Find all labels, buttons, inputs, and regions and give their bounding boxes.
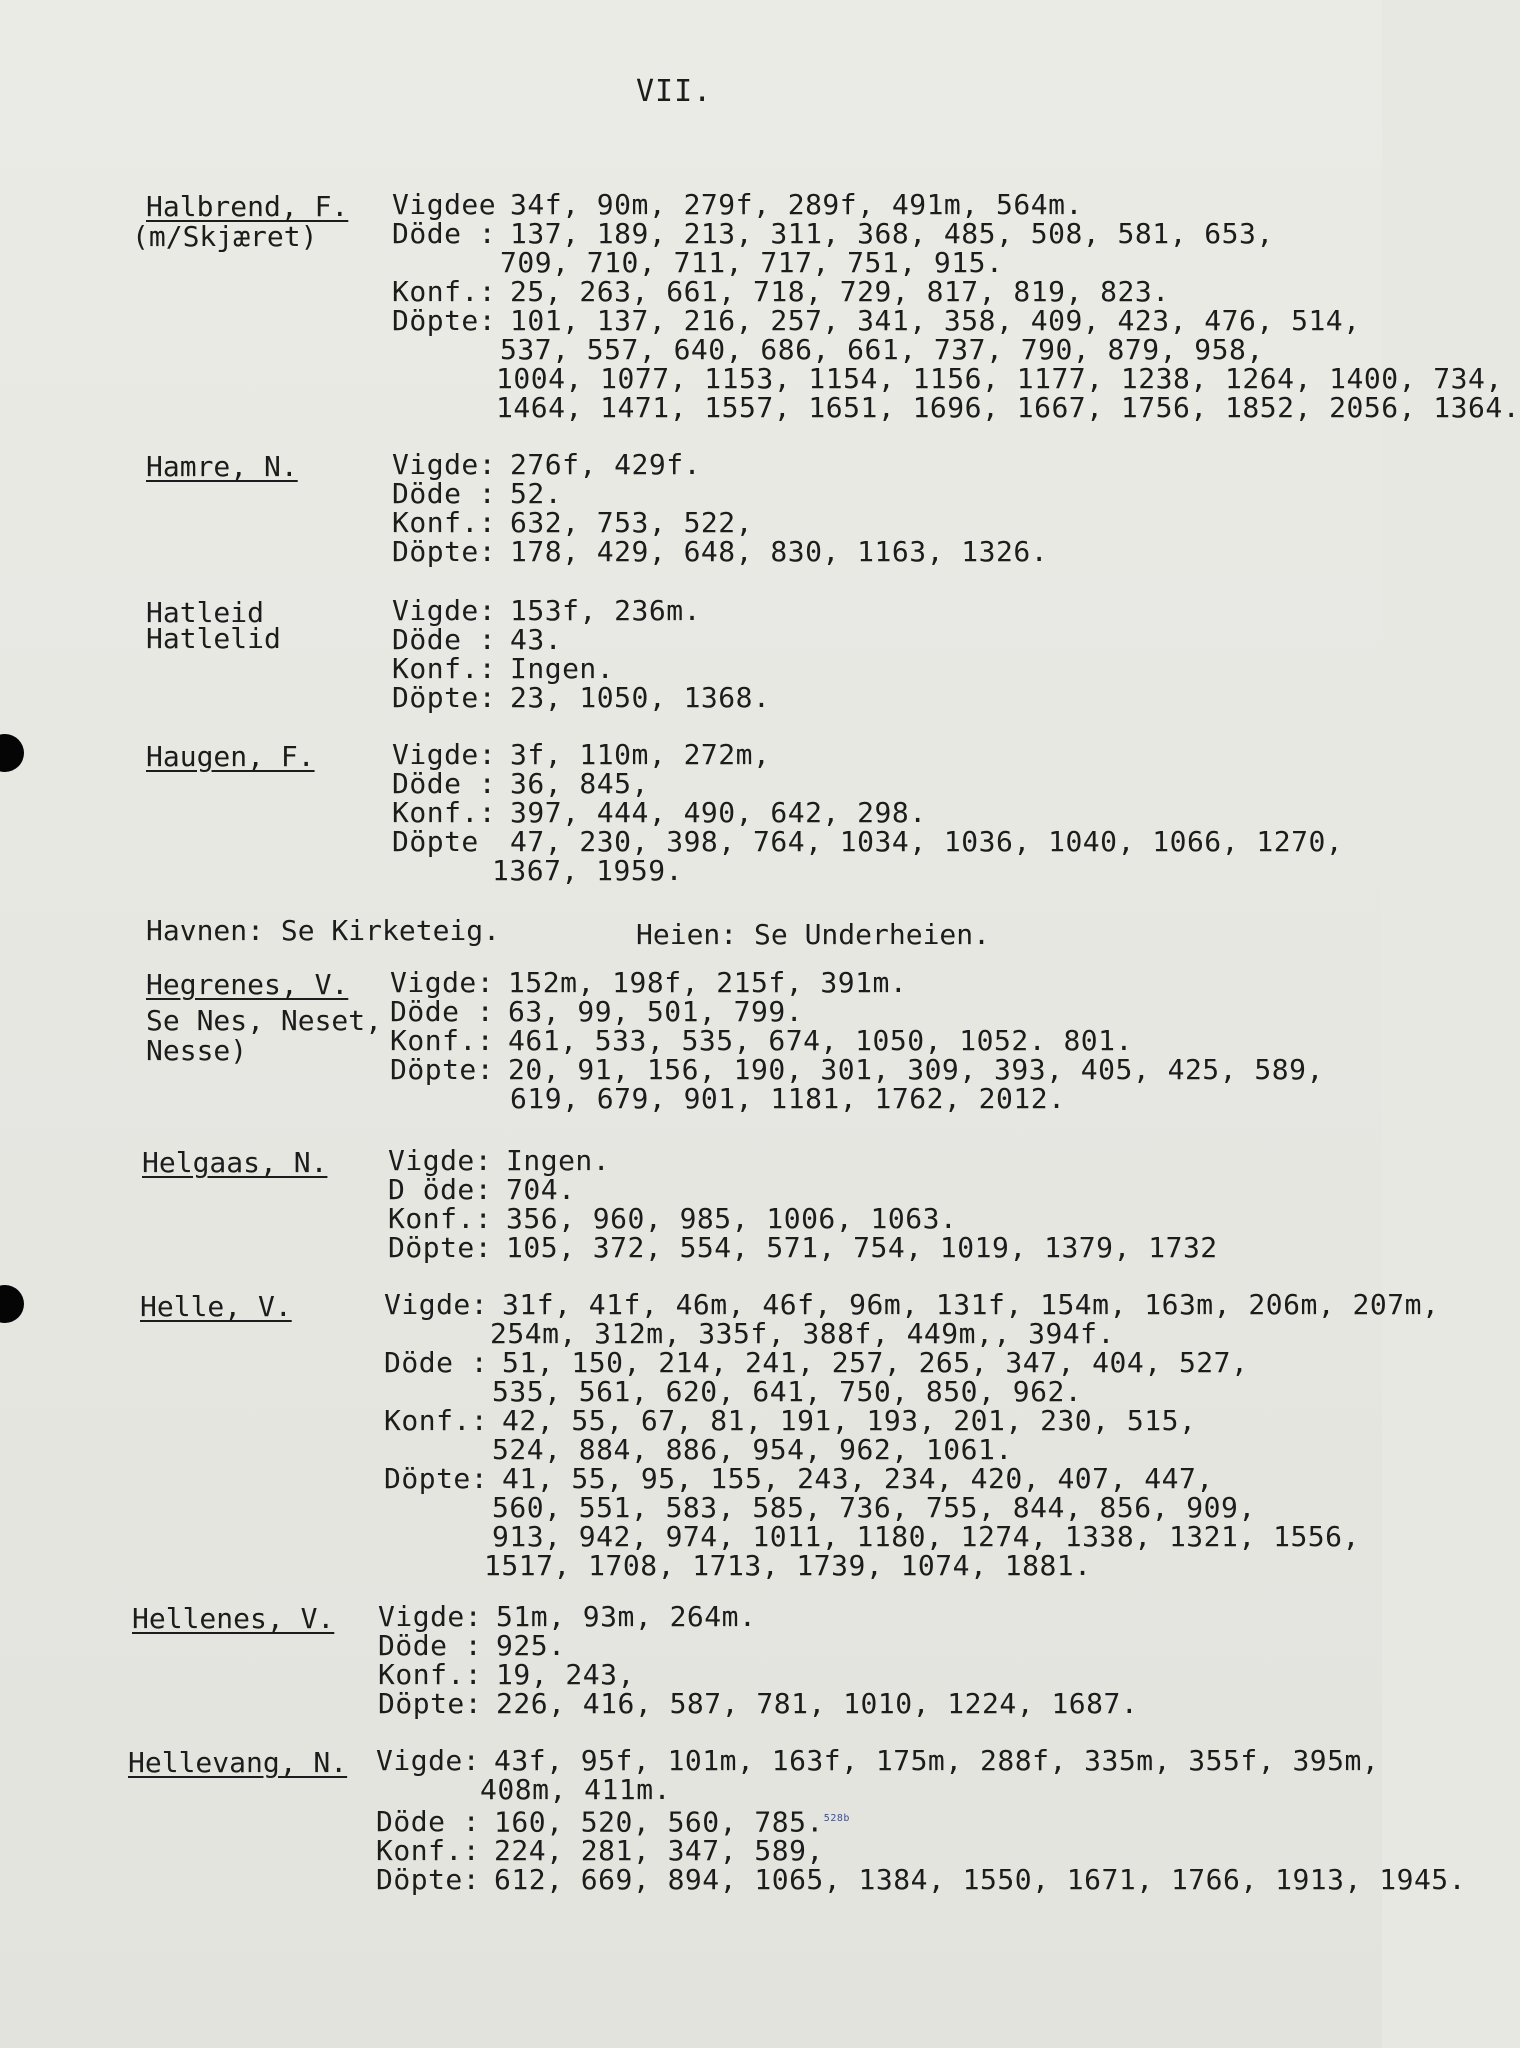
record-line: Döde : 63, 99, 501, 799. bbox=[390, 995, 804, 1028]
entry-records bbox=[392, 450, 1472, 566]
record-line: Döpte: 226, 416, 587, 781, 1010, 1224, 1687. bbox=[378, 1687, 1139, 1720]
entry-name: Hatleid bbox=[146, 596, 265, 629]
page-number: VII. bbox=[636, 74, 713, 109]
record-line: Döde : 137, 189, 213, 311, 368, 485, 508, 581, 653, bbox=[392, 217, 1274, 250]
record-line: Konf.: 42, 55, 67, 81, 191, 193, 201, 230, 515, bbox=[384, 1404, 1197, 1437]
entry-records bbox=[392, 596, 1472, 712]
entry-records bbox=[376, 1744, 1467, 1897]
record-line: Döpte: 41, 55, 95, 155, 243, 234, 420, 407, 447, bbox=[384, 1462, 1214, 1495]
record-line: 254m, 312m, 335f, 388f, 449m,, 394f. bbox=[490, 1317, 1115, 1350]
record-line: 1517, 1708, 1713, 1739, 1074, 1881. bbox=[484, 1549, 1092, 1582]
record-line: Konf.: 356, 960, 985, 1006, 1063. bbox=[388, 1202, 958, 1235]
record-line: Konf.: 397, 444, 490, 642, 298. bbox=[392, 796, 927, 829]
record-line: Konf.: Ingen. bbox=[392, 652, 615, 685]
entry-name: Haugen, F. bbox=[146, 740, 315, 773]
record-line: Konf.: 461, 533, 535, 674, 1050, 1052. 801. bbox=[390, 1024, 1133, 1057]
record-line: 913, 942, 974, 1011, 1180, 1274, 1338, 1321, 1556, bbox=[492, 1520, 1360, 1553]
entry-note: (m/Skjæret) bbox=[132, 220, 318, 253]
record-line: Döpte: 178, 429, 648, 830, 1163, 1326. bbox=[392, 535, 1049, 568]
entry-name: Halbrend, F. bbox=[146, 190, 349, 223]
entry-records bbox=[392, 188, 1520, 424]
entry-records bbox=[378, 1602, 1458, 1718]
record-line: Döpte: 101, 137, 216, 257, 341, 358, 409, 423, 476, 514, bbox=[392, 304, 1361, 337]
record-line: Döde : 52. bbox=[392, 477, 563, 510]
record-line: Konf.: 632, 753, 522, bbox=[392, 506, 754, 539]
stamp-note: 528b bbox=[823, 1813, 850, 1824]
cross-ref-havnen: Havnen: Se Kirketeig. bbox=[146, 914, 501, 947]
entry-note: Hatlelid bbox=[146, 622, 281, 655]
record-line: Vigde: 153f, 236m. bbox=[392, 594, 701, 627]
record-line: 619, 679, 901, 1181, 1762, 2012. bbox=[510, 1082, 1066, 1115]
entry-name: Hellenes, V. bbox=[132, 1602, 335, 1635]
cross-ref-heien: Heien: Se Underheien. bbox=[636, 918, 991, 951]
record-line: 1004, 1077, 1153, 1154, 1156, 1177, 1238, 1264, 1400, 734, bbox=[496, 362, 1503, 395]
record-line: Vigde: 276f, 429f. bbox=[392, 448, 701, 481]
entry-records bbox=[392, 740, 1472, 885]
record-line: Vigde: 152m, 198f, 215f, 391m. bbox=[390, 966, 908, 999]
record-line: 709, 710, 711, 717, 751, 915. bbox=[500, 246, 1004, 279]
punch-hole bbox=[0, 1285, 24, 1323]
record-line: Vigde: 31f, 41f, 46m, 46f, 96m, 131f, 154m, 163m, 206m, 207m, bbox=[384, 1288, 1440, 1321]
record-line: Döde : 51, 150, 214, 241, 257, 265, 347, 404, 527, bbox=[384, 1346, 1249, 1379]
record-line: Vigdee 34f, 90m, 279f, 289f, 491m, 564m. bbox=[392, 188, 1083, 221]
entry-name: Hellevang, N. bbox=[128, 1746, 348, 1779]
punch-hole bbox=[0, 734, 24, 772]
record-line: 560, 551, 583, 585, 736, 755, 844, 856, 909, bbox=[492, 1491, 1256, 1524]
record-line: Döpte: 105, 372, 554, 571, 754, 1019, 1379, 1732 bbox=[388, 1231, 1218, 1264]
record-line: Döde : 43. bbox=[392, 623, 563, 656]
record-line: Döpte: 20, 91, 156, 190, 301, 309, 393, 405, 425, 589, bbox=[390, 1053, 1324, 1086]
record-line: Konf.: 224, 281, 347, 589, bbox=[376, 1834, 824, 1868]
entry-records bbox=[390, 968, 1470, 1113]
record-line: 524, 884, 886, 954, 962, 1061. bbox=[492, 1433, 1013, 1466]
record-line: Döpte: 23, 1050, 1368. bbox=[392, 681, 771, 714]
record-line: Döpte 47, 230, 398, 764, 1034, 1036, 1040, 1066, 1270, bbox=[392, 825, 1344, 858]
record-line: 408m, 411m. bbox=[480, 1773, 671, 1806]
record-line: Konf.: 25, 263, 661, 718, 729, 817, 819, 823. bbox=[392, 275, 1170, 308]
entry-name: Hamre, N. bbox=[146, 450, 298, 483]
entry-note: Se Nes, Neset, Nesse) bbox=[146, 1004, 383, 1067]
record-line: D öde: 704. bbox=[388, 1173, 576, 1206]
record-line: Döde : 160, 520, 560, 785.$^{528b}$ bbox=[376, 1805, 850, 1839]
record-line: Vigde: Ingen. bbox=[388, 1144, 611, 1177]
record-line: 535, 561, 620, 641, 750, 850, 962. bbox=[492, 1375, 1083, 1408]
record-line: Döde : 36, 845, bbox=[392, 767, 649, 800]
record-line: Döpte: 612, 669, 894, 1065, 1384, 1550, 1671, 1766, 1913, 1945. bbox=[376, 1863, 1467, 1897]
record-line: 537, 557, 640, 686, 661, 737, 790, 879, 958, bbox=[500, 333, 1264, 366]
entry-name: Helle, V. bbox=[140, 1290, 292, 1323]
record-line: Vigde: 43f, 95f, 101m, 163f, 175m, 288f, 335m, 355f, 395m, bbox=[376, 1744, 1380, 1777]
record-line: Konf.: 19, 243, bbox=[378, 1658, 635, 1691]
entry-name: Helgaas, N. bbox=[142, 1146, 328, 1179]
record-line: 1367, 1959. bbox=[492, 854, 683, 887]
entry-records bbox=[388, 1146, 1468, 1262]
record-line: Vigde: 51m, 93m, 264m. bbox=[378, 1600, 757, 1633]
entry-name: Hegrenes, V. bbox=[146, 968, 349, 1001]
record-line: Döde : 925. bbox=[378, 1629, 566, 1662]
entry-records bbox=[384, 1290, 1464, 1580]
record-line: Vigde: 3f, 110m, 272m, bbox=[392, 738, 771, 771]
record-line: 1464, 1471, 1557, 1651, 1696, 1667, 1756, 1852, 2056, 1364. bbox=[496, 391, 1520, 424]
